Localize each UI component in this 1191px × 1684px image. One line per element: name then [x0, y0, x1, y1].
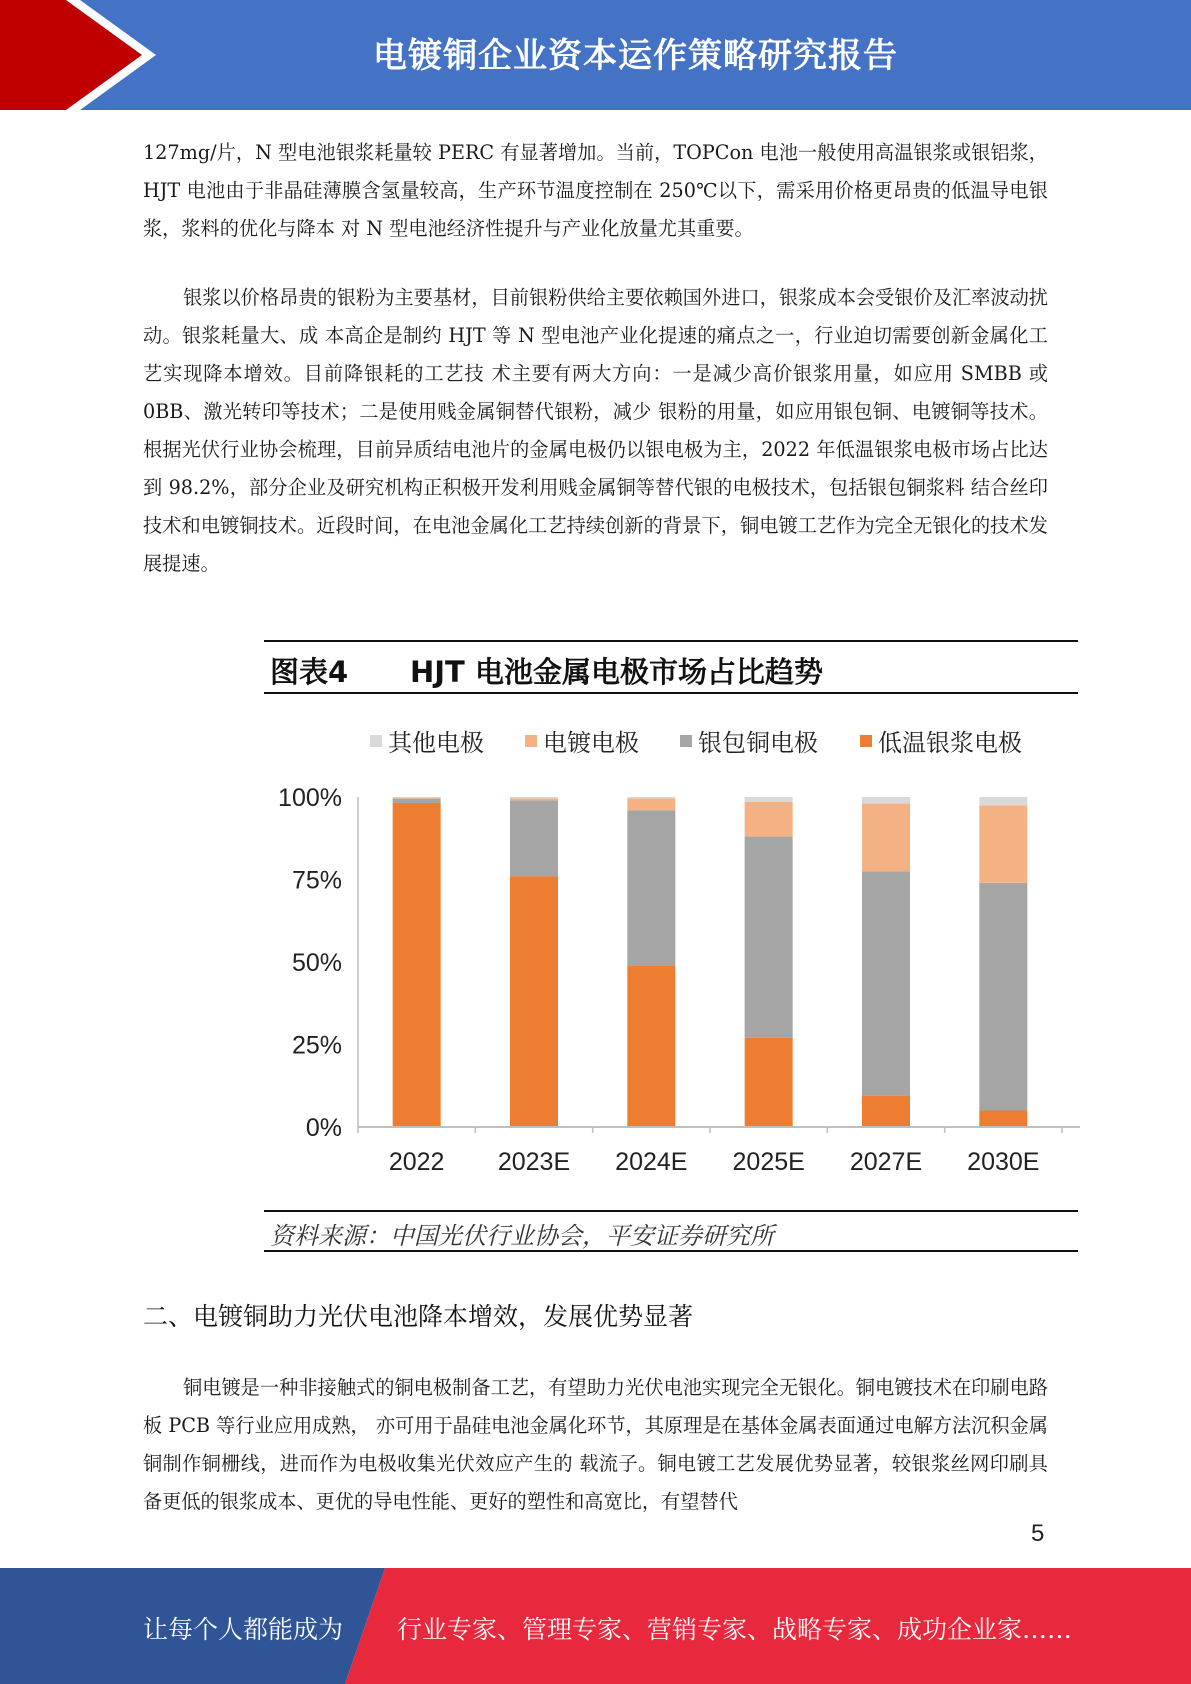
report-title: 电镀铜企业资本运作策略研究报告	[373, 36, 898, 76]
bar-segment	[393, 803, 441, 1127]
bar-segment	[510, 800, 558, 876]
legend-label: 银包铜电极	[698, 729, 818, 757]
bar-segment	[862, 871, 910, 1095]
bar-segment	[862, 797, 910, 804]
y-tick-label: 75%	[291, 866, 342, 895]
x-tick-label: 2024E	[615, 1148, 688, 1176]
x-tick-label: 2030E	[967, 1148, 1040, 1176]
stacked-bar-chart	[250, 705, 1090, 1195]
legend-swatch	[525, 735, 537, 747]
figure-source-bar	[264, 1210, 1078, 1252]
bar-segment	[510, 876, 558, 1127]
bar-segment	[510, 798, 558, 800]
bar-segment	[745, 797, 793, 802]
paragraph-silver-paste-consumption: 127mg/片，N 型电池银浆耗量较 PERC 有显著增加。当前，TOPCon 电池一般使用高温银浆或银铝浆，HJT 电池由于非晶硅薄膜含氢量较高，生产环节温度控制在 250℃以下，需采用价格更昂贵的低温导电银浆，浆料的优化与降本 对 N 型电池经济性提升与产业化放量尤其重要。	[143, 141, 1048, 240]
figure-source: 资料来源：中国光伏行业协会，平安证券研究所	[270, 1222, 774, 1250]
bar-segment	[979, 797, 1027, 805]
y-tick-label: 100%	[278, 784, 342, 812]
x-tick-label: 2027E	[849, 1148, 923, 1176]
figure-name: HJT 电池金属电极市场占比趋势	[410, 655, 823, 689]
legend-label: 电镀电极	[543, 729, 639, 757]
bar-segment	[393, 799, 441, 803]
y-tick-label: 50%	[291, 949, 342, 977]
legend-swatch	[860, 735, 872, 747]
bar-segment	[627, 965, 675, 1127]
footer-slogan-right: 行业专家、管理专家、营销专家、战略专家、成功企业家……	[397, 1615, 1073, 1644]
y-tick-label: 25%	[291, 1031, 342, 1060]
bar-segment	[979, 805, 1027, 883]
x-tick-label: 2023E	[497, 1148, 571, 1176]
bar-segment	[745, 1038, 793, 1127]
legend-label: 低温银浆电极	[878, 729, 1022, 757]
x-tick-label: 2025E	[732, 1148, 805, 1176]
bar-segment	[745, 802, 793, 837]
bar-segment	[627, 798, 675, 810]
legend-label: 其他电极	[388, 729, 484, 757]
bar-segment	[510, 797, 558, 798]
figure-title-bar	[264, 640, 1078, 694]
legend-swatch	[370, 735, 382, 747]
footer-slogan-left: 让每个人都能成为	[143, 1615, 344, 1644]
page-header	[0, 0, 1191, 110]
bar-segment	[393, 798, 441, 799]
bar-segment	[745, 837, 793, 1038]
bar-segment	[627, 797, 675, 798]
page-number: 5	[1031, 1520, 1045, 1547]
paragraph-silver-paste-cost: 银浆以价格昂贵的银粉为主要基材，目前银粉供给主要依赖国外进口，银浆成本会受银价及汇率波动扰动。银浆耗量大、成 本高企是制约 HJT 等 N 型电池产业化提速的痛点之一，行业迫切需要创新金属化工艺实现降本增效。目前降银耗的工艺技 术主要有两大方向：一是减少高价银浆用量，如应用 SMBB 或 0BB、激光转印等技术；二是使用贱金属铜替代银粉，减少 银粉的用量，如应用银包铜、电镀铜等技术。根据光伏行业协会梳理，目前异质结电池片的金属电极仍以银电极为主，2022 年低温银浆电极市场占比达到 98.2%，部分企业及研究机构正积极开发利用贱金属铜等替代银的电极技术，包括银包铜浆料 结合丝印技术和电镀铜技术。近段时间，在电池金属化工艺持续创新的背景下，铜电镀工艺作为完全无银化的技术发展提速。	[143, 286, 1048, 575]
bar-segment	[979, 883, 1027, 1111]
bar-segment	[393, 797, 441, 798]
bar-segment	[627, 810, 675, 965]
paragraph-copper-plating: 铜电镀是一种非接触式的铜电极制备工艺，有望助力光伏电池实现完全无银化。铜电镀技术在印刷电路板 PCB 等行业应用成熟， 亦可用于晶硅电池金属化环节，其原理是在基体金属表面通过电解方法沉积金属铜制作铜栅线，进而作为电极收集光伏效应产生的 载流子。铜电镀工艺发展优势显著，较银浆丝网印刷具备更低的银浆成本、更优的导电性能、更好的塑性和高宽比，有望替代	[143, 1376, 1048, 1513]
figure-number: 图表4	[270, 655, 349, 689]
x-tick-label: 2022	[388, 1148, 445, 1176]
y-tick-label: 0%	[305, 1114, 342, 1142]
legend-swatch	[680, 735, 692, 747]
bar-segment	[862, 804, 910, 872]
bar-segment	[862, 1096, 910, 1127]
section-heading: 二、电镀铜助力光伏电池降本增效，发展优势显著	[143, 1302, 694, 1331]
bar-segment	[979, 1111, 1027, 1128]
page-footer	[0, 1568, 1191, 1684]
